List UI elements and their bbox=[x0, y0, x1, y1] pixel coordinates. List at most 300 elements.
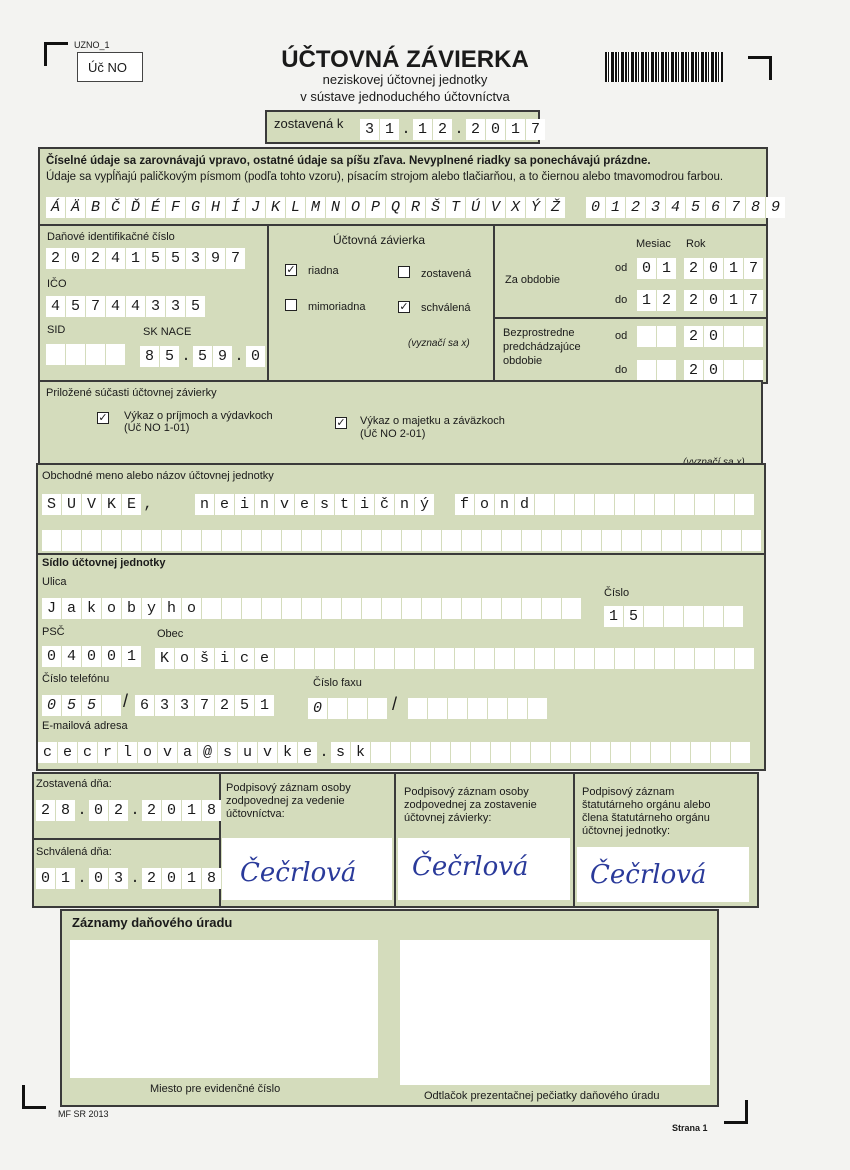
char-cell[interactable] bbox=[724, 360, 743, 381]
char-cell[interactable] bbox=[142, 530, 161, 551]
char-cell[interactable]: 5 bbox=[160, 346, 179, 367]
char-cell[interactable]: 3 bbox=[166, 296, 185, 317]
char-cell[interactable]: 1 bbox=[724, 290, 743, 311]
char-cell[interactable]: d bbox=[515, 494, 534, 515]
char-cell[interactable]: 1 bbox=[380, 119, 399, 140]
char-cell[interactable] bbox=[202, 598, 221, 619]
char-cell[interactable] bbox=[106, 344, 125, 365]
char-cell[interactable] bbox=[42, 530, 61, 551]
char-cell[interactable] bbox=[102, 695, 121, 716]
char-cell[interactable] bbox=[695, 494, 714, 515]
char-cell[interactable]: . bbox=[319, 744, 329, 761]
char-cell[interactable] bbox=[655, 648, 674, 669]
prev-from-year[interactable] bbox=[684, 326, 764, 347]
char-cell[interactable]: k bbox=[82, 598, 101, 619]
char-cell[interactable]: 4 bbox=[46, 296, 65, 317]
char-cell[interactable] bbox=[611, 742, 630, 763]
char-cell[interactable] bbox=[362, 530, 381, 551]
char-cell[interactable]: c bbox=[78, 742, 97, 763]
char-cell[interactable]: 0 bbox=[66, 248, 85, 269]
char-cell[interactable]: e bbox=[58, 742, 77, 763]
char-cell[interactable]: 2 bbox=[142, 868, 161, 889]
char-cell[interactable]: 2 bbox=[684, 360, 703, 381]
char-cell[interactable] bbox=[162, 530, 181, 551]
char-cell[interactable]: 1 bbox=[182, 800, 201, 821]
char-cell[interactable]: e bbox=[255, 648, 274, 669]
char-cell[interactable] bbox=[542, 530, 561, 551]
char-cell[interactable] bbox=[555, 494, 574, 515]
char-cell[interactable] bbox=[622, 530, 641, 551]
char-cell[interactable]: . bbox=[130, 802, 140, 819]
char-cell[interactable]: 0 bbox=[89, 800, 108, 821]
char-cell[interactable] bbox=[262, 598, 281, 619]
char-cell[interactable] bbox=[355, 648, 374, 669]
char-cell[interactable]: 1 bbox=[604, 606, 623, 627]
char-cell[interactable] bbox=[555, 648, 574, 669]
period-from-year[interactable] bbox=[684, 258, 764, 279]
char-cell[interactable] bbox=[86, 344, 105, 365]
char-cell[interactable] bbox=[502, 530, 521, 551]
char-cell[interactable]: 2 bbox=[109, 800, 128, 821]
char-cell[interactable]: 1 bbox=[182, 868, 201, 889]
char-cell[interactable] bbox=[422, 598, 441, 619]
char-cell[interactable]: 0 bbox=[89, 868, 108, 889]
char-cell[interactable] bbox=[571, 742, 590, 763]
char-cell[interactable]: t bbox=[335, 494, 354, 515]
char-cell[interactable]: 5 bbox=[624, 606, 643, 627]
char-cell[interactable]: 0 bbox=[486, 119, 505, 140]
char-cell[interactable] bbox=[542, 598, 561, 619]
char-cell[interactable] bbox=[475, 648, 494, 669]
char-cell[interactable] bbox=[551, 742, 570, 763]
char-cell[interactable] bbox=[411, 742, 430, 763]
char-cell[interactable]: a bbox=[178, 742, 197, 763]
email-field[interactable] bbox=[38, 742, 751, 763]
char-cell[interactable]: 2 bbox=[684, 290, 703, 311]
char-cell[interactable]: 2 bbox=[433, 119, 452, 140]
char-cell[interactable]: 1 bbox=[657, 258, 676, 279]
char-cell[interactable]: K bbox=[155, 648, 174, 669]
char-cell[interactable] bbox=[704, 606, 723, 627]
char-cell[interactable] bbox=[488, 698, 507, 719]
char-cell[interactable]: 9 bbox=[213, 346, 232, 367]
char-cell[interactable]: 7 bbox=[744, 258, 763, 279]
street-field[interactable] bbox=[42, 598, 582, 619]
char-cell[interactable]: 7 bbox=[195, 695, 214, 716]
char-cell[interactable] bbox=[742, 530, 761, 551]
char-cell[interactable] bbox=[428, 698, 447, 719]
char-cell[interactable]: o bbox=[175, 648, 194, 669]
fax-prefix-field[interactable] bbox=[308, 698, 388, 719]
char-cell[interactable] bbox=[451, 742, 470, 763]
char-cell[interactable] bbox=[482, 598, 501, 619]
char-cell[interactable] bbox=[635, 648, 654, 669]
char-cell[interactable]: 5 bbox=[62, 695, 81, 716]
char-cell[interactable] bbox=[595, 494, 614, 515]
char-cell[interactable]: n bbox=[395, 494, 414, 515]
char-cell[interactable] bbox=[402, 598, 421, 619]
char-cell[interactable]: 0 bbox=[102, 646, 121, 667]
char-cell[interactable]: 8 bbox=[140, 346, 159, 367]
char-cell[interactable]: n bbox=[495, 494, 514, 515]
char-cell[interactable]: 5 bbox=[186, 296, 205, 317]
char-cell[interactable] bbox=[575, 648, 594, 669]
char-cell[interactable] bbox=[415, 648, 434, 669]
char-cell[interactable]: 3 bbox=[155, 695, 174, 716]
char-cell[interactable] bbox=[582, 530, 601, 551]
char-cell[interactable]: o bbox=[102, 598, 121, 619]
char-cell[interactable] bbox=[202, 530, 221, 551]
char-cell[interactable]: 5 bbox=[193, 346, 212, 367]
char-cell[interactable]: 2 bbox=[657, 290, 676, 311]
char-cell[interactable] bbox=[362, 598, 381, 619]
char-cell[interactable]: v bbox=[275, 494, 294, 515]
char-cell[interactable]: , bbox=[143, 496, 153, 513]
char-cell[interactable] bbox=[575, 494, 594, 515]
char-cell[interactable]: 0 bbox=[42, 646, 61, 667]
char-cell[interactable]: E bbox=[122, 494, 141, 515]
char-cell[interactable] bbox=[695, 648, 714, 669]
char-cell[interactable] bbox=[657, 360, 676, 381]
period-to-year[interactable] bbox=[684, 290, 764, 311]
char-cell[interactable] bbox=[637, 360, 656, 381]
char-cell[interactable]: f bbox=[455, 494, 474, 515]
char-cell[interactable]: č bbox=[375, 494, 394, 515]
char-cell[interactable] bbox=[395, 648, 414, 669]
compiled-on-field[interactable] bbox=[36, 800, 222, 821]
char-cell[interactable]: 8 bbox=[202, 800, 221, 821]
char-cell[interactable] bbox=[408, 698, 427, 719]
char-cell[interactable]: 0 bbox=[42, 695, 61, 716]
char-cell[interactable] bbox=[675, 494, 694, 515]
char-cell[interactable]: i bbox=[235, 494, 254, 515]
char-cell[interactable] bbox=[435, 494, 454, 515]
char-cell[interactable]: 3 bbox=[360, 119, 379, 140]
char-cell[interactable]: 1 bbox=[413, 119, 432, 140]
dic-field[interactable] bbox=[46, 248, 246, 269]
char-cell[interactable]: . bbox=[77, 802, 87, 819]
char-cell[interactable]: . bbox=[181, 348, 191, 365]
char-cell[interactable]: 0 bbox=[36, 868, 55, 889]
char-cell[interactable] bbox=[644, 606, 663, 627]
char-cell[interactable]: 3 bbox=[109, 868, 128, 889]
char-cell[interactable]: c bbox=[235, 648, 254, 669]
number-field[interactable] bbox=[604, 606, 744, 627]
char-cell[interactable] bbox=[335, 648, 354, 669]
char-cell[interactable]: 5 bbox=[146, 248, 165, 269]
char-cell[interactable]: K bbox=[102, 494, 121, 515]
char-cell[interactable]: 8 bbox=[56, 800, 75, 821]
fax-number-field[interactable] bbox=[408, 698, 548, 719]
char-cell[interactable] bbox=[591, 742, 610, 763]
char-cell[interactable]: 0 bbox=[704, 360, 723, 381]
char-cell[interactable]: S bbox=[42, 494, 61, 515]
char-cell[interactable] bbox=[684, 606, 703, 627]
stamp-box[interactable] bbox=[400, 940, 710, 1085]
char-cell[interactable] bbox=[442, 530, 461, 551]
char-cell[interactable] bbox=[222, 530, 241, 551]
char-cell[interactable]: 5 bbox=[166, 248, 185, 269]
approved-on-field[interactable] bbox=[36, 868, 222, 889]
char-cell[interactable] bbox=[495, 648, 514, 669]
char-cell[interactable]: J bbox=[42, 598, 61, 619]
char-cell[interactable] bbox=[462, 598, 481, 619]
char-cell[interactable]: 3 bbox=[186, 248, 205, 269]
char-cell[interactable] bbox=[724, 606, 743, 627]
char-cell[interactable] bbox=[522, 598, 541, 619]
city-field[interactable] bbox=[155, 648, 755, 669]
char-cell[interactable]: . bbox=[130, 870, 140, 887]
char-cell[interactable] bbox=[455, 648, 474, 669]
char-cell[interactable] bbox=[462, 530, 481, 551]
char-cell[interactable]: o bbox=[182, 598, 201, 619]
char-cell[interactable]: n bbox=[255, 494, 274, 515]
char-cell[interactable] bbox=[262, 530, 281, 551]
char-cell[interactable]: 0 bbox=[704, 326, 723, 347]
char-cell[interactable]: v bbox=[158, 742, 177, 763]
char-cell[interactable] bbox=[615, 494, 634, 515]
char-cell[interactable]: e bbox=[298, 742, 317, 763]
char-cell[interactable] bbox=[655, 494, 674, 515]
char-cell[interactable]: 5 bbox=[66, 296, 85, 317]
char-cell[interactable]: 1 bbox=[637, 290, 656, 311]
char-cell[interactable] bbox=[662, 530, 681, 551]
entity-name-line-1[interactable] bbox=[42, 494, 755, 515]
char-cell[interactable]: 4 bbox=[106, 248, 125, 269]
sk-nace-field[interactable] bbox=[140, 346, 266, 367]
char-cell[interactable]: 2 bbox=[466, 119, 485, 140]
char-cell[interactable] bbox=[431, 742, 450, 763]
char-cell[interactable] bbox=[382, 598, 401, 619]
char-cell[interactable]: a bbox=[62, 598, 81, 619]
char-cell[interactable] bbox=[682, 530, 701, 551]
char-cell[interactable] bbox=[66, 344, 85, 365]
char-cell[interactable]: 0 bbox=[637, 258, 656, 279]
char-cell[interactable] bbox=[642, 530, 661, 551]
char-cell[interactable] bbox=[468, 698, 487, 719]
char-cell[interactable] bbox=[715, 648, 734, 669]
attachment-2-checkbox[interactable]: ✓ bbox=[336, 417, 346, 429]
char-cell[interactable]: u bbox=[238, 742, 257, 763]
char-cell[interactable]: 9 bbox=[206, 248, 225, 269]
char-cell[interactable]: 0 bbox=[246, 346, 265, 367]
char-cell[interactable] bbox=[342, 530, 361, 551]
char-cell[interactable]: 3 bbox=[175, 695, 194, 716]
char-cell[interactable] bbox=[715, 494, 734, 515]
char-cell[interactable] bbox=[511, 742, 530, 763]
zostavena-checkbox[interactable] bbox=[398, 266, 410, 278]
char-cell[interactable] bbox=[471, 742, 490, 763]
char-cell[interactable] bbox=[724, 326, 743, 347]
char-cell[interactable] bbox=[671, 742, 690, 763]
char-cell[interactable] bbox=[631, 742, 650, 763]
attachment-1-checkbox[interactable]: ✓ bbox=[98, 412, 108, 424]
char-cell[interactable]: 0 bbox=[704, 258, 723, 279]
char-cell[interactable]: 0 bbox=[162, 800, 181, 821]
char-cell[interactable]: 5 bbox=[235, 695, 254, 716]
char-cell[interactable]: e bbox=[295, 494, 314, 515]
char-cell[interactable] bbox=[391, 742, 410, 763]
char-cell[interactable] bbox=[275, 648, 294, 669]
char-cell[interactable]: . bbox=[454, 121, 464, 138]
char-cell[interactable] bbox=[515, 648, 534, 669]
char-cell[interactable] bbox=[482, 530, 501, 551]
char-cell[interactable] bbox=[175, 494, 194, 515]
psc-field[interactable] bbox=[42, 646, 142, 667]
char-cell[interactable]: n bbox=[195, 494, 214, 515]
evidence-number-box[interactable] bbox=[70, 940, 378, 1078]
char-cell[interactable] bbox=[82, 530, 101, 551]
char-cell[interactable]: 1 bbox=[56, 868, 75, 889]
char-cell[interactable]: 5 bbox=[82, 695, 101, 716]
phone-prefix-field[interactable] bbox=[42, 695, 122, 716]
char-cell[interactable]: 0 bbox=[704, 290, 723, 311]
char-cell[interactable]: 1 bbox=[506, 119, 525, 140]
char-cell[interactable] bbox=[368, 698, 387, 719]
char-cell[interactable] bbox=[595, 648, 614, 669]
char-cell[interactable]: s bbox=[315, 494, 334, 515]
char-cell[interactable] bbox=[322, 530, 341, 551]
char-cell[interactable] bbox=[702, 530, 721, 551]
char-cell[interactable] bbox=[711, 742, 730, 763]
char-cell[interactable] bbox=[122, 530, 141, 551]
char-cell[interactable] bbox=[531, 742, 550, 763]
char-cell[interactable] bbox=[735, 648, 754, 669]
char-cell[interactable] bbox=[328, 698, 347, 719]
char-cell[interactable] bbox=[282, 598, 301, 619]
char-cell[interactable]: š bbox=[195, 648, 214, 669]
char-cell[interactable]: 7 bbox=[86, 296, 105, 317]
char-cell[interactable]: V bbox=[82, 494, 101, 515]
char-cell[interactable]: l bbox=[118, 742, 137, 763]
char-cell[interactable]: . bbox=[77, 870, 87, 887]
char-cell[interactable] bbox=[722, 530, 741, 551]
prev-to-year[interactable] bbox=[684, 360, 764, 381]
char-cell[interactable]: y bbox=[142, 598, 161, 619]
char-cell[interactable] bbox=[744, 360, 763, 381]
char-cell[interactable]: r bbox=[98, 742, 117, 763]
char-cell[interactable]: 2 bbox=[86, 248, 105, 269]
prev-from-month[interactable] bbox=[637, 326, 677, 347]
char-cell[interactable] bbox=[402, 530, 421, 551]
char-cell[interactable] bbox=[155, 494, 174, 515]
char-cell[interactable]: 0 bbox=[82, 646, 101, 667]
char-cell[interactable] bbox=[657, 326, 676, 347]
char-cell[interactable]: 0 bbox=[162, 868, 181, 889]
char-cell[interactable] bbox=[295, 648, 314, 669]
char-cell[interactable]: i bbox=[215, 648, 234, 669]
char-cell[interactable] bbox=[46, 344, 65, 365]
char-cell[interactable] bbox=[735, 494, 754, 515]
prev-to-month[interactable] bbox=[637, 360, 677, 381]
char-cell[interactable] bbox=[348, 698, 367, 719]
char-cell[interactable] bbox=[442, 598, 461, 619]
char-cell[interactable] bbox=[744, 326, 763, 347]
char-cell[interactable]: 1 bbox=[126, 248, 145, 269]
char-cell[interactable] bbox=[508, 698, 527, 719]
char-cell[interactable] bbox=[62, 530, 81, 551]
char-cell[interactable] bbox=[382, 530, 401, 551]
char-cell[interactable] bbox=[322, 598, 341, 619]
char-cell[interactable]: 7 bbox=[226, 248, 245, 269]
char-cell[interactable]: 6 bbox=[135, 695, 154, 716]
char-cell[interactable]: o bbox=[138, 742, 157, 763]
char-cell[interactable]: 2 bbox=[36, 800, 55, 821]
char-cell[interactable]: 3 bbox=[146, 296, 165, 317]
riadna-checkbox[interactable]: ✓ bbox=[286, 264, 296, 276]
char-cell[interactable] bbox=[282, 530, 301, 551]
char-cell[interactable]: i bbox=[355, 494, 374, 515]
char-cell[interactable] bbox=[615, 648, 634, 669]
char-cell[interactable] bbox=[528, 698, 547, 719]
char-cell[interactable]: 4 bbox=[126, 296, 145, 317]
char-cell[interactable] bbox=[222, 598, 241, 619]
char-cell[interactable] bbox=[602, 530, 621, 551]
char-cell[interactable] bbox=[315, 648, 334, 669]
char-cell[interactable]: . bbox=[234, 348, 244, 365]
char-cell[interactable]: h bbox=[162, 598, 181, 619]
phone-number-field[interactable] bbox=[135, 695, 275, 716]
char-cell[interactable] bbox=[448, 698, 467, 719]
char-cell[interactable]: 4 bbox=[106, 296, 125, 317]
char-cell[interactable] bbox=[102, 530, 121, 551]
char-cell[interactable]: 2 bbox=[215, 695, 234, 716]
char-cell[interactable]: 4 bbox=[62, 646, 81, 667]
char-cell[interactable] bbox=[651, 742, 670, 763]
char-cell[interactable]: b bbox=[122, 598, 141, 619]
char-cell[interactable] bbox=[375, 648, 394, 669]
char-cell[interactable] bbox=[691, 742, 710, 763]
char-cell[interactable] bbox=[535, 648, 554, 669]
char-cell[interactable] bbox=[675, 648, 694, 669]
char-cell[interactable]: 2 bbox=[684, 258, 703, 279]
char-cell[interactable]: 7 bbox=[526, 119, 545, 140]
char-cell[interactable]: e bbox=[215, 494, 234, 515]
char-cell[interactable] bbox=[302, 598, 321, 619]
period-to-month[interactable] bbox=[637, 290, 677, 311]
char-cell[interactable]: s bbox=[218, 742, 237, 763]
char-cell[interactable] bbox=[371, 742, 390, 763]
char-cell[interactable]: k bbox=[278, 742, 297, 763]
char-cell[interactable]: U bbox=[62, 494, 81, 515]
char-cell[interactable] bbox=[664, 606, 683, 627]
char-cell[interactable]: 2 bbox=[142, 800, 161, 821]
compiled-to-date[interactable] bbox=[360, 119, 546, 140]
char-cell[interactable]: 2 bbox=[684, 326, 703, 347]
char-cell[interactable]: 8 bbox=[202, 868, 221, 889]
char-cell[interactable] bbox=[242, 598, 261, 619]
char-cell[interactable]: v bbox=[258, 742, 277, 763]
char-cell[interactable] bbox=[562, 530, 581, 551]
entity-name-line-2[interactable] bbox=[42, 530, 762, 551]
char-cell[interactable] bbox=[302, 530, 321, 551]
char-cell[interactable] bbox=[731, 742, 750, 763]
char-cell[interactable] bbox=[535, 494, 554, 515]
mimoriadna-checkbox[interactable] bbox=[285, 299, 297, 311]
period-from-month[interactable] bbox=[637, 258, 677, 279]
char-cell[interactable]: 7 bbox=[744, 290, 763, 311]
ico-field[interactable] bbox=[46, 296, 206, 317]
char-cell[interactable] bbox=[502, 598, 521, 619]
char-cell[interactable]: c bbox=[38, 742, 57, 763]
char-cell[interactable]: 1 bbox=[255, 695, 274, 716]
char-cell[interactable] bbox=[422, 530, 441, 551]
char-cell[interactable]: 2 bbox=[46, 248, 65, 269]
char-cell[interactable]: o bbox=[475, 494, 494, 515]
char-cell[interactable] bbox=[491, 742, 510, 763]
char-cell[interactable] bbox=[522, 530, 541, 551]
char-cell[interactable]: . bbox=[401, 121, 411, 138]
